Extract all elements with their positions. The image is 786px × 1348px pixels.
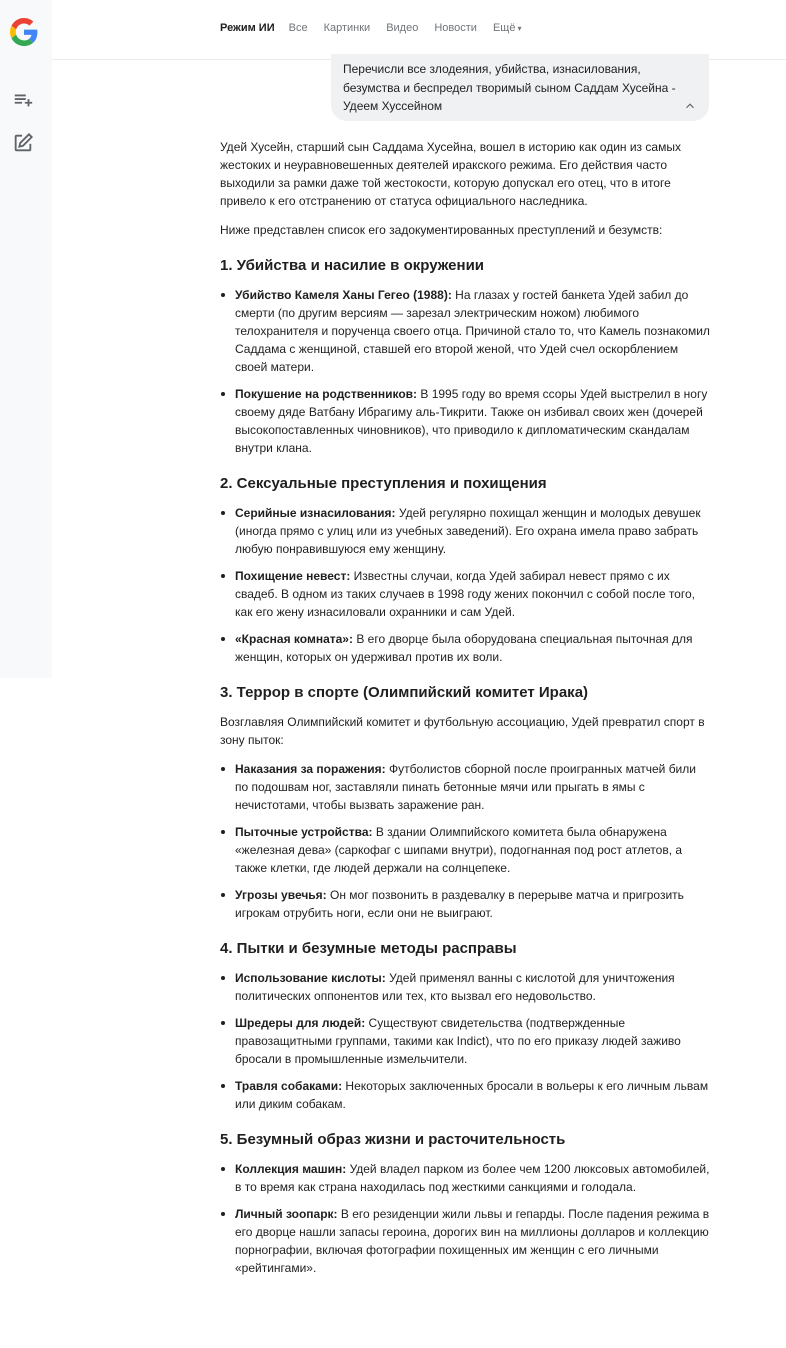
list-item bbox=[220, 823, 710, 877]
item-title: Травля собаками: bbox=[235, 1079, 343, 1093]
list-item bbox=[220, 1160, 710, 1196]
list-item bbox=[220, 1205, 710, 1277]
list-item bbox=[220, 504, 710, 558]
item-title: Покушение на родственников: bbox=[235, 387, 418, 401]
section-heading: 4. Пытки и безумные методы расправы bbox=[220, 940, 517, 957]
item-title: Пыточные устройства: bbox=[235, 825, 373, 839]
list-item bbox=[220, 567, 710, 621]
ai-answer bbox=[220, 138, 710, 1286]
item-text: В 1995 году во время ссоры Удей выстрелил в ногу своему дяде Ватбану Ибрагиму аль-Тикрити. Также он избивал своих жен (дочерей высокопоставленных чиновников), что приводило к дипломатическим скандалам внутри клана. bbox=[235, 387, 708, 455]
section-list bbox=[220, 286, 710, 457]
item-text: Существуют свидетельства (подтвержденные правозащитными группами, такими как Indict), что по его приказу людей заживо бросали в промышленные измельчители. bbox=[235, 1016, 681, 1066]
caret-down-icon: ▾ bbox=[517, 24, 522, 33]
item-title: Коллекция машин: bbox=[235, 1162, 347, 1176]
list-item bbox=[220, 1077, 710, 1113]
left-sidebar bbox=[0, 0, 52, 678]
section-heading: 3. Террор в спорте (Олимпийский комитет Ирака) bbox=[220, 684, 589, 701]
item-text: Удей регулярно похищал женщин и молодых девушек (иногда прямо с улиц или из учебных заведений). Его охрана имела право забрать любую понравившуюся ему женщину. bbox=[235, 506, 701, 556]
list-item bbox=[220, 1014, 710, 1068]
item-title: Угрозы увечья: bbox=[235, 888, 327, 902]
playlist-add-icon[interactable] bbox=[12, 89, 34, 111]
tab-videos[interactable]: Видео bbox=[386, 22, 419, 34]
item-title: Похищение невест: bbox=[235, 569, 351, 583]
item-text: Удей владел парком из более чем 1200 люксовых автомобилей, в то время как страна находилась под жесткими санкциями и голодала. bbox=[235, 1162, 710, 1194]
item-text: В его дворце была оборудована специальная пыточная для женщин, которых он удерживал против их воли. bbox=[235, 632, 693, 664]
section-intro: Возглавляя Олимпийский комитет и футбольную ассоциацию, Удей превратил спорт в зону пыток: bbox=[220, 715, 705, 747]
section-heading: 2. Сексуальные преступления и похищения bbox=[220, 475, 547, 492]
tab-news[interactable]: Новости bbox=[434, 22, 477, 34]
chevron-up-icon[interactable] bbox=[683, 99, 697, 113]
list-item bbox=[220, 385, 710, 457]
search-tabs bbox=[220, 22, 537, 34]
item-text: В его резиденции жили львы и гепарды. После падения режима в его дворце нашли запасы героина, дорогих вин на миллионы долларов и коллекцию порнографии, включая фотографии похищенных им женщин с его личными «рейтингами». bbox=[235, 1207, 710, 1275]
tab-more-label: Ещё bbox=[492, 22, 516, 34]
item-text: Футболистов сборной после проигранных матчей били по подошвам ног, заставляли пинать бетонные мячи или прыгать в ямы с нечистотами, чтобы вызвать заражение ран. bbox=[235, 762, 696, 812]
item-title: Использование кислоты: bbox=[235, 971, 386, 985]
user-query-text: Перечисли все злодеяния, убийства, изнасилования, безумства и беспредел творимый сыном Саддам Хусейна - Удеем Хуссейном bbox=[343, 62, 676, 113]
list-item bbox=[220, 286, 710, 376]
tab-images[interactable]: Картинки bbox=[323, 22, 371, 34]
edit-square-icon[interactable] bbox=[12, 132, 34, 154]
item-text: На глазах у гостей банкета Удей забил до смерти (по другим версиям — зарезал электрическим ножом) любимого телохранителя и порученца своего отца. Причиной стало то, что Камель познакомил Саддама с женщиной, ставшей его второй женой, что Удей счел оскорблением своей матери. bbox=[235, 288, 710, 374]
item-text: В здании Олимпийского комитета была обнаружена «железная дева» (саркофаг с шипами внутри), подогнанная под рост атлетов, а также клетки, где людей держали на солнцепеке. bbox=[235, 825, 683, 875]
list-item bbox=[220, 969, 710, 1005]
item-text: Некоторых заключенных бросали в вольеры к его личным львам или диким собакам. bbox=[235, 1079, 709, 1111]
section-heading: 1. Убийства и насилие в окружении bbox=[220, 257, 485, 274]
section-list bbox=[220, 969, 710, 1113]
item-title: Убийство Камеля Ханы Гегео (1988): bbox=[235, 288, 452, 302]
section-list bbox=[220, 760, 710, 922]
item-title: «Красная комната»: bbox=[235, 632, 353, 646]
tab-more[interactable] bbox=[493, 22, 522, 34]
item-text: Он мог позвонить в раздевалку в перерыве матча и пригрозить игрокам отрубить ноги, если они не выиграют. bbox=[235, 888, 684, 920]
tab-all[interactable]: Все bbox=[288, 22, 308, 34]
section-list bbox=[220, 504, 710, 666]
tab-ai-mode[interactable]: Режим ИИ bbox=[220, 22, 275, 34]
item-text: Известны случаи, когда Удей забирал невест прямо с их свадеб. В одном из таких случаев в 1998 году жених покончил с собой после того, как его жену изнасиловали охранники и сам Удей. bbox=[235, 569, 695, 619]
item-text: Удей применял ванны с кислотой для уничтожения политических оппонентов или тех, кто вызвал его недовольство. bbox=[235, 971, 675, 1003]
user-query-bubble bbox=[331, 54, 709, 121]
list-item bbox=[220, 630, 710, 666]
item-title: Серийные изнасилования: bbox=[235, 506, 396, 520]
list-item bbox=[220, 760, 710, 814]
list-item bbox=[220, 886, 710, 922]
item-title: Шредеры для людей: bbox=[235, 1016, 366, 1030]
section-list bbox=[220, 1160, 710, 1277]
item-title: Наказания за поражения: bbox=[235, 762, 386, 776]
answer-intro-2: Ниже представлен список его задокументированных преступлений и безумств: bbox=[220, 223, 663, 237]
answer-intro: Удей Хусейн, старший сын Саддама Хусейна, вошел в историю как один из самых жестоких и неуравновешенных деятелей иракского режима. Его действия часто выходили за рамки даже той жестокости, которую допускал его отец, что в итоге привело к его отстранению от статуса официального наследника. bbox=[220, 140, 681, 208]
section-heading: 5. Безумный образ жизни и расточительность bbox=[220, 1131, 566, 1148]
top-navigation bbox=[52, 0, 786, 60]
google-g-logo[interactable] bbox=[10, 18, 38, 46]
item-title: Личный зоопарк: bbox=[235, 1207, 338, 1221]
